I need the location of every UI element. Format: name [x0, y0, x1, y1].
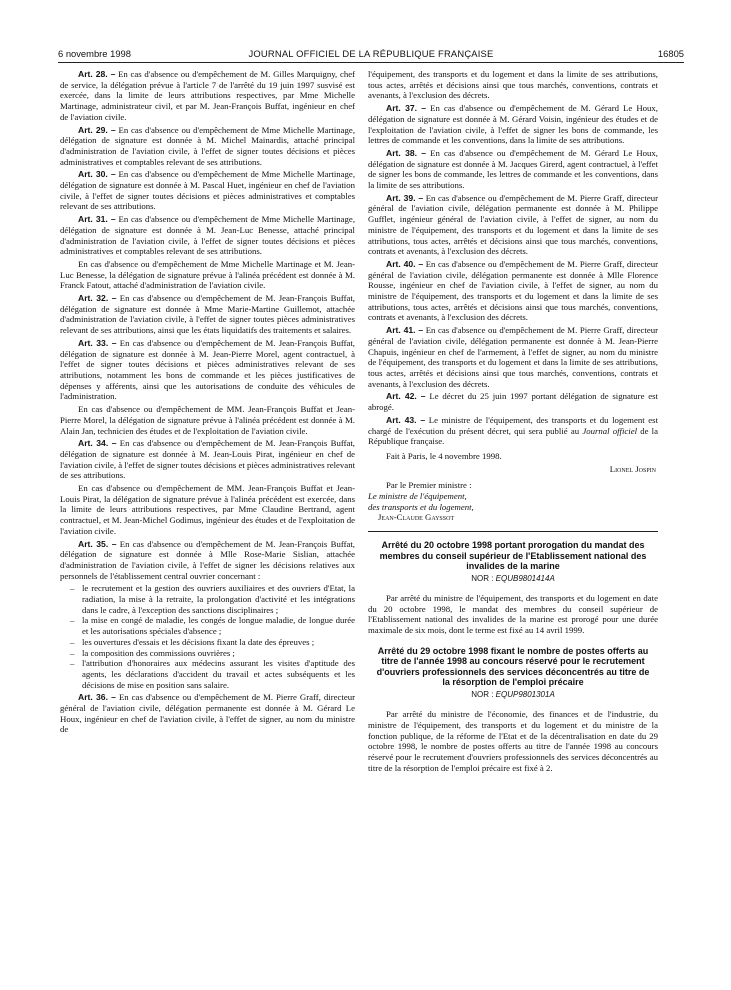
- journal-title: JOURNAL OFFICIEL DE LA RÉPUBLIQUE FRANÇAISE: [248, 48, 494, 59]
- nor-code: EQUB9801414A: [495, 574, 555, 584]
- list-item: – l'attribution d'honoraires aux médecins assurant les visites d'aptitude des agents, les déclarations d'accident du travail et actes subséquents et les décisions de mise en position sans salaire.: [82, 658, 355, 690]
- page-header: [58, 48, 684, 62]
- article-text: En cas d'absence ou d'empêchement de M. Pierre Graff, directeur général de l'aviation civile, délégation permanente est donnée à Mlle Florence Rousse, ingénieur en chef de l'aviation civile, à l'effet de signer, au nom du ministre de l'équipement, des transports et du logement et dans la limite de ses attributions, tous actes, arrêtés et décisions ainsi que tous marchés, conventions, contrats et avenants, à l'exclusion des décrets.: [368, 258, 658, 323]
- article-label: Art. 39. –: [386, 192, 424, 203]
- article-33: [60, 338, 355, 402]
- article-label: Art. 37. –: [386, 103, 427, 114]
- article-33-paragraph-2: En cas d'absence ou d'empêchement de MM. Jean-François Buffat et Jean-Pierre Morel, la délégation de signature prévue à l'alinéa précédent est donnée à M. Alain Jan, technicien des études et de l'exploitation de l'aviation civile.: [60, 404, 355, 436]
- article-label: Art. 33. –: [78, 337, 117, 348]
- right-column: [368, 69, 658, 775]
- article-label: Art. 36. –: [78, 692, 116, 703]
- article-39: [368, 193, 658, 257]
- article-35-list: [60, 583, 355, 690]
- article-label: Art. 28. –: [78, 69, 116, 79]
- journal-officiel-ref: Journal officiel: [582, 425, 638, 436]
- article-label: Art. 32. –: [78, 293, 117, 304]
- arrete-2-nor: [368, 690, 658, 701]
- article-label: Art. 31. –: [78, 214, 116, 225]
- nor-label: NOR :: [471, 574, 496, 584]
- article-label: Art. 35. –: [78, 538, 117, 549]
- article-text: En cas d'absence ou d'empêchement de M. Jean-François Buffat, délégation de signature est donnée à Mlle Rose-Marie Sislian, attachée d'administration de l'aviation civile, à l'effet de signer les décisions relatives aux personnels de l'établissement central ouvrier concernant :: [60, 538, 355, 581]
- countersignature: [368, 480, 658, 523]
- issue-date: 6 novembre 1998: [58, 48, 131, 59]
- by-prime-minister: Par le Premier ministre :: [386, 480, 472, 491]
- article-text: En cas d'absence ou d'empêchement de Mme Michelle Martinage, délégation de signature est donnée à M. Pascal Huet, ingénieur en chef de l'aviation civile, à l'effet de signer toutes décisions et pièces administratives et comptables relevant de ses attributions.: [60, 169, 356, 212]
- article-text: En cas d'absence ou d'empêchement de M. Gilles Marquigny, chef de service, la délégation prévue à l'article 7 de l'arrêté du 19 juin 1997 susvisé est exercée, dans la limite de leurs attributions respectives, par Mme Michelle Martinage, administrateur civil, et par M. Jean-François Buffat, ingénieur en chef de l'aviation civile.: [60, 69, 355, 122]
- arrete-2-title: Arrêté du 29 octobre 1998 fixant le nombre de postes offerts au titre de l'année 1998 au concours réservé pour le recrutement d'ouvriers professionnels des services déconcentrés au titre de la résorption de l'emploi précaire: [376, 645, 650, 688]
- article-34: [60, 438, 355, 481]
- minister-title-line-1: Le ministre de l'équipement,: [368, 491, 467, 502]
- article-text: En cas d'absence ou d'empêchement de M. Jean-François Buffat, délégation de signature est donnée à M. Jean-Louis Pirat, ingénieur en chef de l'aviation civile, à l'effet de signer toutes décisions et pièces administratives relevant de ses attributions.: [60, 438, 355, 481]
- nor-code: EQUP9801301A: [495, 690, 555, 700]
- prime-minister-signature: Lionel Jospin: [609, 463, 656, 474]
- article-37: [368, 103, 658, 146]
- article-31-paragraph-2: En cas d'absence ou d'empêchement de Mme Michelle Martinage et M. Jean-Luc Benesse, la délégation de signature prévue à l'alinéa précédent est donnée à M. Franck Fatout, attaché d'administration de l'aviation civile.: [60, 258, 355, 291]
- article-label: Art. 41. –: [386, 325, 424, 336]
- article-32: [60, 293, 355, 336]
- list-item: – la mise en congé de maladie, les congés de longue maladie, de longue durée et les autorisations spéciales d'absence ;: [82, 615, 355, 636]
- article-label: Art. 42. –: [386, 391, 426, 402]
- article-text: de la République française.: [368, 425, 658, 447]
- article-label: Art. 43. –: [386, 414, 426, 425]
- article-label: Art. 38. –: [386, 147, 427, 158]
- article-40: [368, 259, 658, 323]
- article-label: Art. 40. –: [386, 258, 424, 269]
- article-label: Art. 29. –: [78, 124, 116, 135]
- article-36-continued: l'équipement, des transports et du logement et dans la limite de ses attributions, tous actes, arrêtés et décisions ainsi que tous marchés, conventions, contrats et avenants, à l'exclusion des décrets.: [368, 69, 658, 101]
- arrete-1-title: Arrêté du 20 octobre 1998 portant prorogation du mandat des membres du conseil supérieur de l'Etablissement national des invalides de la marine: [379, 540, 647, 571]
- minister-name: Jean-Claude Gayssot: [378, 512, 455, 523]
- article-text: En cas d'absence ou d'empêchement de M. Pierre Graff, directeur général de l'aviation civile, délégation permanente est donnée à M. Gérard Le Houx, ingénieur en chef de l'aviation civile, à l'effet de signer, au nom du ministre de: [60, 692, 355, 735]
- list-item: – les ouvertures d'essais et les décisions fixant la date des épreuves ;: [82, 637, 355, 648]
- article-text: En cas d'absence ou d'empêchement de M. Pierre Graff, directeur général de l'aviation civile, délégation permanente est donnée à M. Jean-Pierre Chapuis, ingénieur en chef de l'armement, à l'effet de signer, au nom du ministre de l'équipement, des transports et du logement et dans la limite de ses attributions, tous actes, arrêtés et décisions ainsi que tous marchés, conventions, contrats et avenants, à l'exclusion des décrets.: [368, 325, 658, 389]
- article-41: [368, 325, 658, 389]
- list-item: – la composition des commissions ouvrières ;: [82, 648, 355, 659]
- article-31: [60, 214, 355, 257]
- article-text: En cas d'absence ou d'empêchement de M. Pierre Graff, directeur général de l'aviation civile, délégation permanente est donnée à M. Philippe Gufflet, ingénieur général de l'aviation civile, à l'effet de signer, au nom du ministre de l'équipement, des transports et du logement et dans la limite de ses attributions, tous actes, arrêtés et décisions ainsi que tous marchés, conventions, contrats et avenants, à l'exclusion des décrets.: [368, 192, 658, 257]
- article-43: [368, 415, 658, 447]
- article-text: En cas d'absence ou d'empêchement de Mme Michelle Martinage, délégation de signature est donnée à M. Jean-Luc Benesse, attaché principal d'administration de l'aviation civile, à l'effet de signer toutes décisions et pièces administratives et comptables relevant de ses attributions.: [60, 214, 356, 257]
- article-34-paragraph-2: En cas d'absence ou d'empêchement de MM. Jean-François Buffat et Jean-Louis Pirat, la délégation de signature prévue à l'alinéa précédent est exercée, dans la limite de leurs attributions respectives, par Mme Claudine Bertrand, agent contractuel, et M. Jean-Michel Godimus, ingénieur des études et de l'exploitation de l'aviation civile.: [60, 483, 355, 536]
- header-rule: [58, 62, 684, 63]
- article-label: Art. 34. –: [78, 438, 117, 449]
- article-label: Art. 30. –: [78, 169, 116, 180]
- article-text: Le décret du 25 juin 1997 portant délégation de signature est abrogé.: [368, 391, 658, 413]
- minister-title-line-2: des transports et du logement,: [368, 501, 474, 512]
- arrete-1-nor: [368, 574, 658, 585]
- article-text: Le ministre de l'équipement, des transports et du logement est chargé de l'exécution du présent décret, qui sera publié au: [368, 414, 658, 436]
- article-38: [368, 148, 658, 191]
- article-42: [368, 391, 658, 412]
- article-28: [60, 69, 355, 123]
- arrete-1-text: Par arrêté du ministre de l'équipement, des transports et du logement en date du 20 octobre 1998, le mandat des membres du conseil supérieur de l'Etablissement national des invalides de la marine est prorogé pour une durée maximale de six mois, dont le terme est fixé au 14 avril 1999.: [368, 593, 658, 636]
- page-number: 16805: [657, 48, 684, 59]
- article-text: En cas d'absence ou d'empêchement de M. Jean-François Buffat, délégation de signature est donnée à M. Jean-Pierre Morel, agent contractuel, à l'effet de signer toutes décisions et pièces administratives relevant de ses attributions, notamment les bons de commande et les pièces justificatives de dépenses y afférents, ainsi que les autorisations de conduite des véhicules de l'administration.: [60, 337, 355, 402]
- left-column: [60, 69, 355, 737]
- section-divider: [368, 531, 658, 532]
- article-29: [60, 125, 355, 168]
- article-30: [60, 169, 355, 212]
- list-item: – le recrutement et la gestion des ouvriers auxiliaires et des ouvriers d'Etat, la radiation, la mise à la retraite, la prolongation d'activité et les intégrations dans le cadre, à l'exception des sanctions disciplinaires ;: [82, 583, 355, 615]
- article-36: [60, 692, 355, 735]
- article-text: En cas d'absence ou d'empêchement de M. Jean-François Buffat, délégation de signature est donnée à Mme Marie-Martine Guillemot, attachée d'administration de l'aviation civile, à l'effet de signer toutes pièces administratives relevant de ses attributions, ainsi que les états liquidatifs des traitements et salaires.: [60, 293, 355, 336]
- nor-label: NOR :: [471, 690, 496, 700]
- signature-date: Fait à Paris, le 4 novembre 1998.: [386, 450, 502, 461]
- article-text: En cas d'absence ou d'empêchement de M. Gérard Le Houx, délégation de signature est donnée à M. Gérard Voisin, ingénieur des études et de l'exploitation de l'aviation civile, à l'effet de signer les bons de commande, les lettres de commande et les conventions, dans la limite de ses attributions.: [368, 103, 658, 146]
- article-text: En cas d'absence ou d'empêchement de Mme Michelle Martinage, délégation de signature est donnée à M. Michel Mainardis, attaché principal d'administration de l'aviation civile, à l'effet de signer toutes décisions et pièces administratives et comptables relevant de ses attributions.: [60, 124, 356, 167]
- arrete-2-text: Par arrêté du ministre de l'économie, des finances et de l'industrie, du ministre de l'équipement, des transports et du logement et du ministre de la fonction publique, de la réforme de l'Etat et de la décentralisation en date du 29 octobre 1998, le nombre de postes offerts au titre de l'année 1998 au concours réservé pour le recrutement d'ouvriers professionnels des services déconcentrés au titre de la résorption de l'emploi précaire est fixé à 2.: [368, 709, 658, 773]
- article-text: En cas d'absence ou d'empêchement de M. Gérard Le Houx, délégation de signature est donnée à M. Jacques Girerd, agent contractuel, à l'effet de signer les bons de commande, les lettres de commande et les conventions, dans la limite de ses attributions.: [368, 147, 658, 191]
- article-35: [60, 539, 355, 582]
